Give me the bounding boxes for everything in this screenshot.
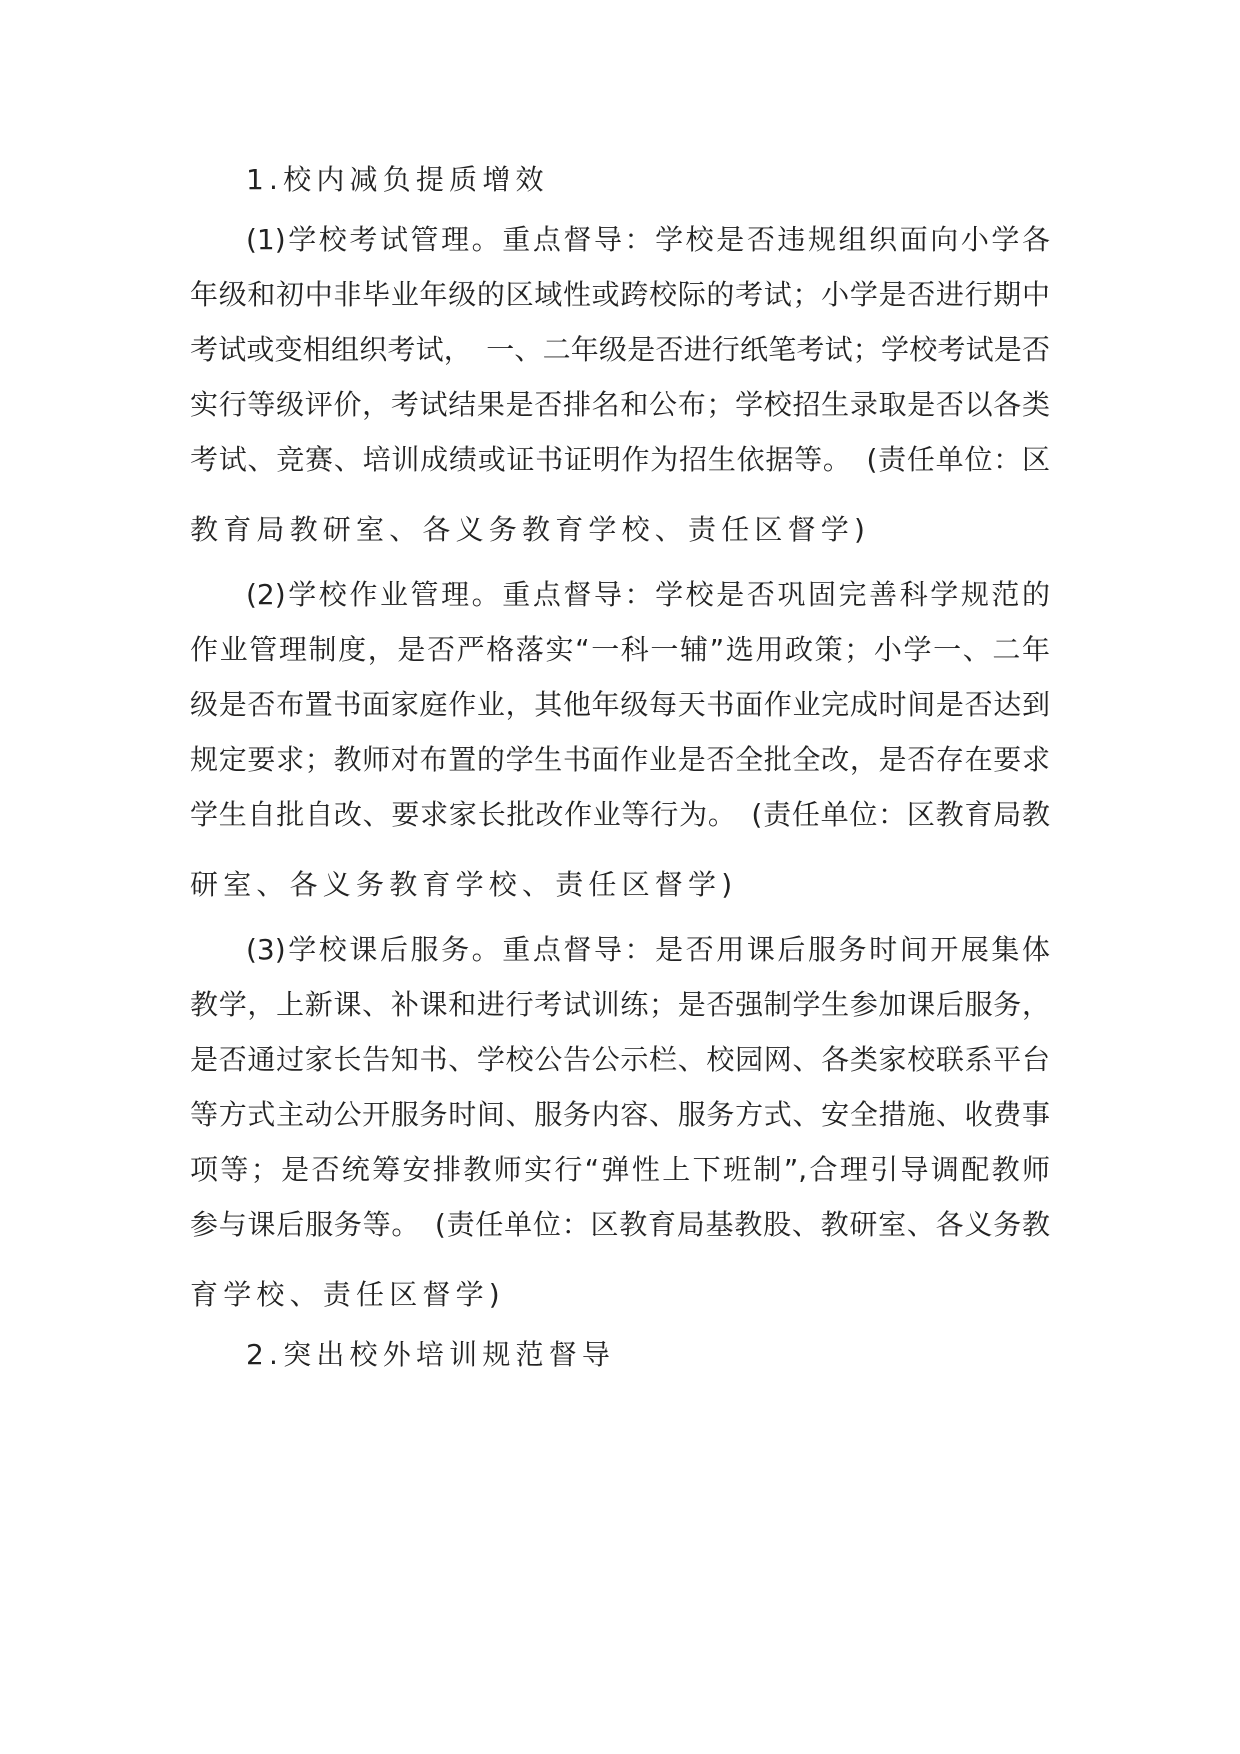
para-3-line-5: 项等；是否统筹安排教师实行“弹性上下班制”,合理引导调配教师 (190, 1153, 1050, 1186)
para-1-line-1: (1)学校考试管理。重点督导：学校是否违规组织面向小学各 (246, 223, 1050, 256)
para-2-line-3: 级是否布置书面家庭作业，其他年级每天书面作业完成时间是否达到 (190, 688, 1050, 721)
para-3-line-2: 教学，上新课、补课和进行考试训练；是否强制学生参加课后服务， (190, 988, 1050, 1021)
para-1-line-5: 考试、竞赛、培训成绩或证书证明作为招生依据等。 (责任单位：区 (190, 443, 1050, 476)
para-3-line-3: 是否通过家长告知书、学校公告公示栏、校园网、各类家校联系平台 (190, 1043, 1050, 1076)
para-1-line-3: 考试或变相组织考试， 一、二年级是否进行纸笔考试；学校考试是否 (190, 333, 1050, 366)
para-2-line-1: (2)学校作业管理。重点督导：学校是否巩固完善科学规范的 (246, 578, 1050, 611)
para-3-line-4: 等方式主动公开服务时间、服务内容、服务方式、安全措施、收费事 (190, 1098, 1050, 1131)
para-3-line-1: (3)学校课后服务。重点督导：是否用课后服务时间开展集体 (246, 933, 1050, 966)
para-2-line-5: 学生自批自改、要求家长批改作业等行为。 (责任单位：区教育局教 (190, 798, 1050, 831)
para-1-line-6: 教育局教研室、各义务教育学校、责任区督学) (190, 513, 871, 546)
section-2-heading: 2.突出校外培训规范督导 (246, 1338, 616, 1371)
para-3-line-6: 参与课后服务等。 (责任单位：区教育局基教股、教研室、各义务教 (190, 1208, 1050, 1241)
para-1-line-4: 实行等级评价，考试结果是否排名和公布；学校招生录取是否以各类 (190, 388, 1050, 421)
section-1-heading: 1.校内减负提质增效 (246, 163, 549, 196)
para-2-line-4: 规定要求；教师对布置的学生书面作业是否全批全改，是否存在要求 (190, 743, 1050, 776)
para-2-line-6: 研室、各义务教育学校、责任区督学) (190, 868, 738, 901)
para-2-line-2: 作业管理制度，是否严格落实“一科一辅”选用政策；小学一、二年 (190, 633, 1050, 666)
para-3-line-7: 育学校、责任区督学) (190, 1278, 505, 1311)
para-1-line-2: 年级和初中非毕业年级的区域性或跨校际的考试；小学是否进行期中 (190, 278, 1050, 311)
